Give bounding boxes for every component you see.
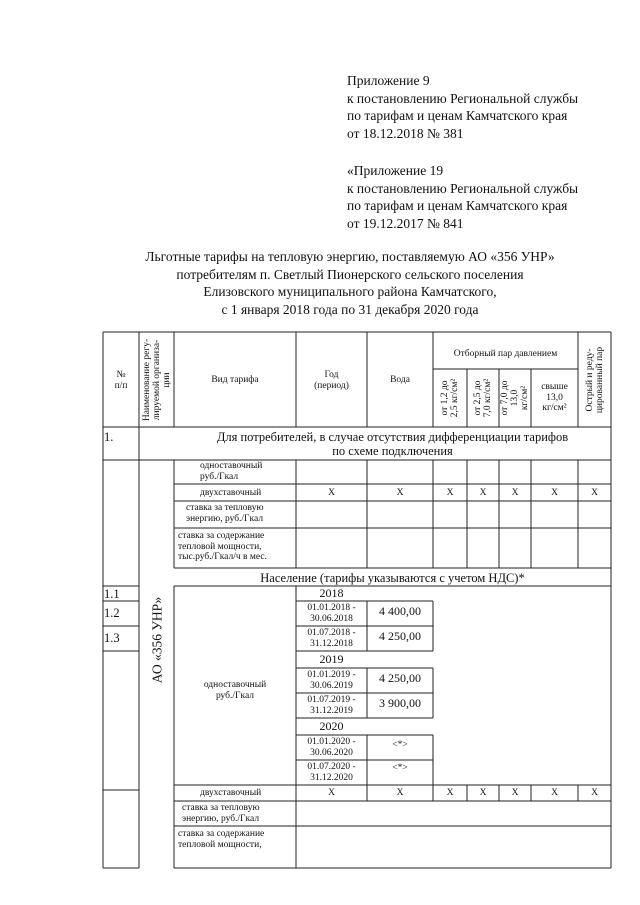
row-number-1-2: 1.2 (104, 606, 120, 620)
title-line-1: Льготные тарифы на тепловую энергию, поставляемую АО «356 УНР» (145, 249, 555, 264)
x-mark: X (591, 488, 598, 498)
title-line-2: потребителям п. Светлый Пионерского сельского поселения (176, 266, 524, 282)
appendix-9-header (347, 72, 578, 142)
appendix-19-header (347, 162, 578, 232)
document-title (60, 248, 640, 318)
value-2019-h2: 3 900,00 (379, 696, 421, 710)
period-2020-h2: 01.07.2020 - 31.12.2020 (307, 762, 356, 783)
col-header-tariff-type: Вид тарифа (211, 375, 259, 385)
x-mark: X (551, 488, 558, 498)
appendix-19-line3: по тарифам и ценам Камчатского края (347, 198, 568, 213)
title-line-4: с 1 января 2018 года по 31 декабря 2020 года (221, 301, 479, 317)
col-header-steam-1: от 1,2 до 2,5 кг/см² (440, 378, 460, 418)
one-rate-label: одноставочный руб./Гкал (200, 461, 263, 482)
x-mark: X (551, 788, 558, 798)
x-mark: X (446, 488, 454, 498)
heat-rate-label: ставка за тепловую энергию, руб./Гкал (186, 503, 264, 524)
capacity-rate-label: ставка за содержание тепловой мощности, тыс.руб./Гкал/ч в мес. (178, 531, 267, 562)
appendix-9-date: от 18.12.2018 № 381 (347, 125, 464, 141)
appendix-19-date: от 19.12.2017 № 841 (347, 215, 464, 231)
col-header-steam-3: от 7,0 до 13,0 кг/см² (500, 380, 530, 416)
section-1-number: 1. (104, 430, 114, 444)
value-2018-h2: 4 250,00 (379, 629, 421, 643)
population-two-rate-label: двухставочный (200, 788, 262, 798)
appendix-19-title: «Приложение 19 (347, 163, 444, 178)
appendix-19-line2: к постановлению Региональной службы (347, 180, 579, 196)
col-header-steam-2: от 2,5 до 7,0 кг/см² (473, 378, 493, 418)
population-section-title: Население (тарифы указываются с учетом НДС)* (260, 571, 525, 585)
period-2019-h1: 01.01.2019 - 30.06.2019 (307, 670, 356, 691)
value-2020-h1: <*> (392, 740, 408, 750)
x-mark: X (446, 788, 454, 798)
col-header-organization: Наименование регу- лируемой организа- ции (142, 338, 172, 422)
x-mark: X (328, 488, 335, 498)
x-mark: X (328, 788, 335, 798)
appendix-9-title: Приложение 9 (347, 73, 430, 88)
period-2018-h1: 01.01.2018 - 30.06.2018 (307, 603, 356, 624)
col-header-water: Вода (390, 375, 410, 385)
x-mark: X (396, 788, 404, 798)
x-mark: X (479, 788, 487, 798)
col-header-sharp-steam: Острый и реду- цированный пар (584, 346, 605, 414)
x-mark: X (479, 488, 487, 498)
col-header-year: Год (период) (314, 370, 349, 391)
appendix-9-line2: к постановлению Региональной службы (347, 90, 579, 106)
row-number-1-1: 1.1 (104, 587, 120, 601)
row-number-1-3: 1.3 (104, 631, 120, 645)
value-2018-h1: 4 400,00 (379, 604, 421, 618)
period-2019-h2: 01.07.2019 - 31.12.2019 (307, 695, 356, 716)
population-heat-rate-label: ставка за тепловую энергию, руб./Гкал (182, 803, 260, 824)
x-mark: X (511, 788, 519, 798)
title-line-3: Елизовского муниципального района Камчатского, (203, 284, 497, 299)
year-2020: 2020 (319, 719, 344, 733)
population-one-rate-label: одноставочный руб./Гкал (203, 680, 267, 701)
value-2020-h2: <*> (392, 763, 408, 773)
col-header-number: № п/п (114, 370, 128, 391)
population-capacity-rate-label: ставка за содержание тепловой мощности, (178, 829, 265, 850)
value-2019-h1: 4 250,00 (379, 671, 421, 685)
organization-name: АО «356 УНР» (149, 596, 165, 684)
year-2018: 2018 (319, 586, 344, 600)
period-2020-h1: 01.01.2020 - 30.06.2020 (307, 737, 356, 758)
period-2018-h2: 01.07.2018 - 31.12.2018 (307, 628, 356, 649)
x-mark: X (396, 488, 404, 498)
appendix-9-line3: по тарифам и ценам Камчатского края (347, 108, 568, 123)
section-1-title: Для потребителей, в случае отсутствия дифференциации тарифов по схеме подключения (216, 430, 569, 458)
x-mark: X (511, 488, 519, 498)
col-header-steam-4: свыше 13,0 кг/см² (541, 382, 568, 413)
year-2019: 2019 (319, 652, 344, 666)
x-mark: X (591, 788, 598, 798)
two-rate-label: двухставочный (200, 488, 262, 498)
col-header-steam-group: Отборный пар давлением (453, 349, 558, 359)
